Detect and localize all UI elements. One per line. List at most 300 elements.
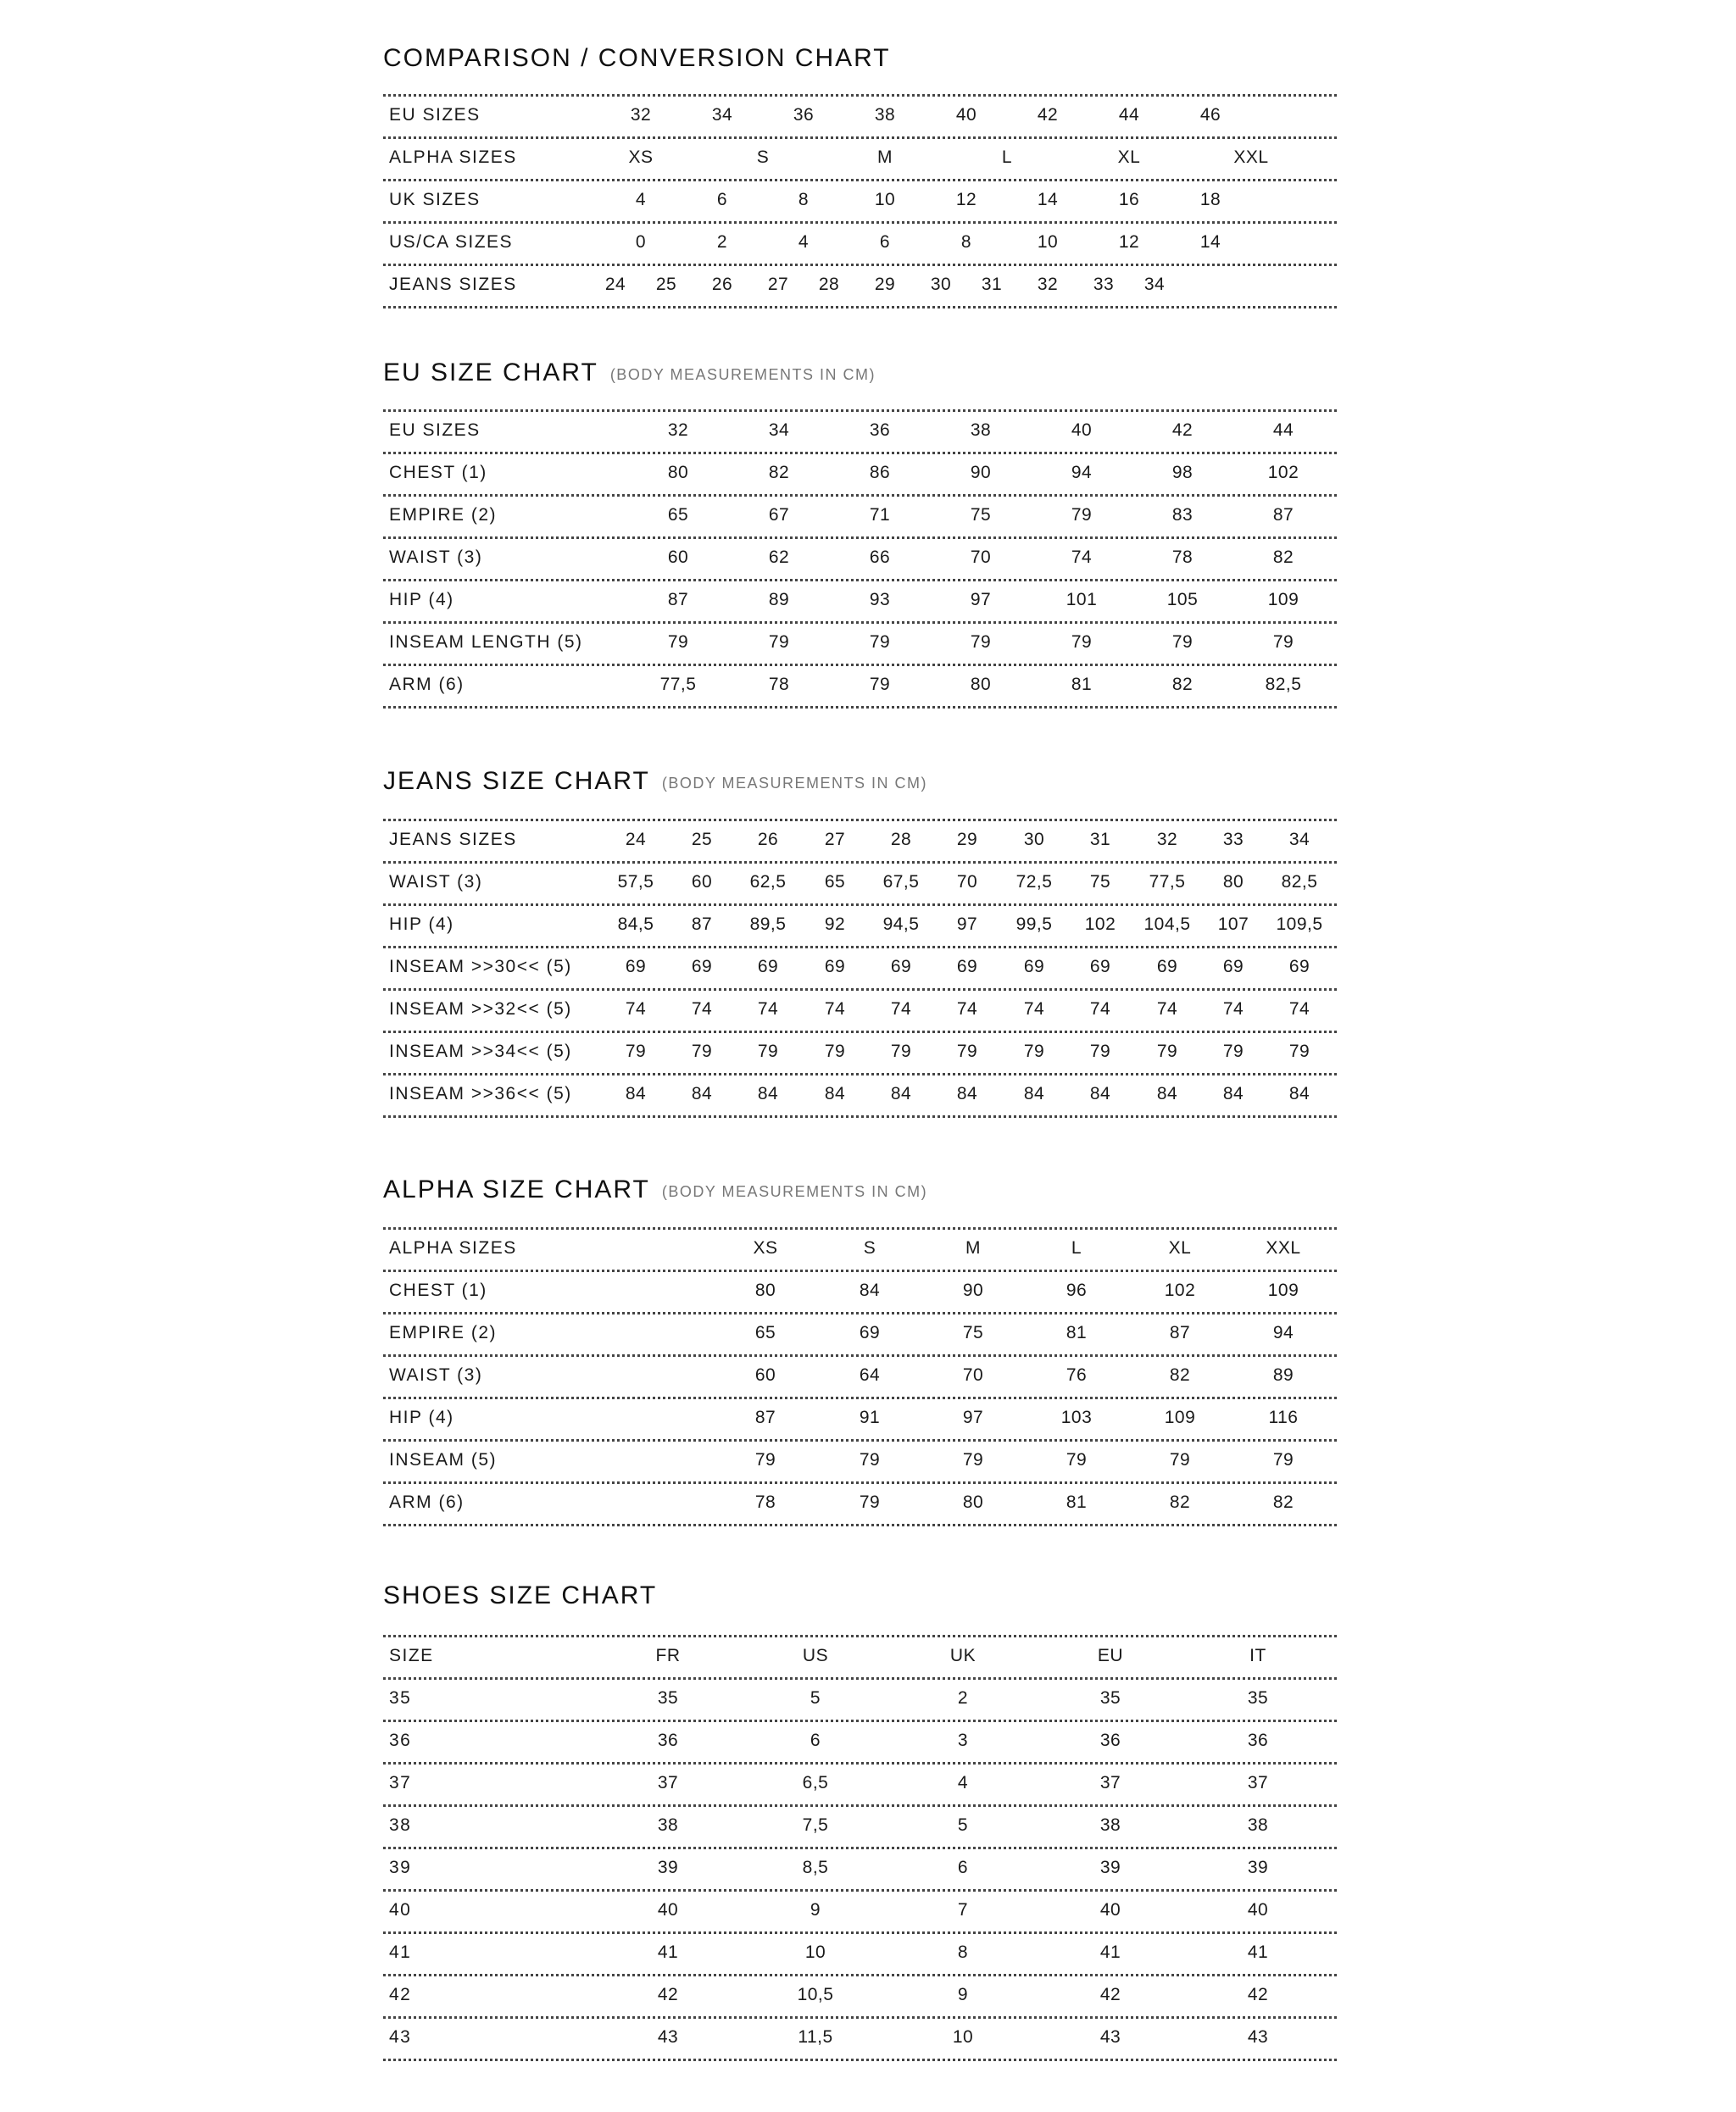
table-cell: XS (628, 147, 654, 167)
row-label: ARM (6) (389, 675, 465, 694)
table-cell: 69 (956, 957, 978, 976)
table-cell: 79 (890, 1042, 912, 1061)
table-cell: 79 (1071, 632, 1093, 652)
table-cell: 84 (625, 1084, 647, 1103)
table-cell: 79 (1071, 505, 1093, 525)
table-cell: 60 (667, 547, 689, 567)
table-cell: 25 (655, 275, 677, 294)
table-cell: 6 (879, 232, 891, 252)
table-cell: 87 (691, 914, 713, 934)
table-cell: 10 (1037, 232, 1059, 252)
table-cell: 65 (754, 1323, 776, 1342)
table-cell: 87 (1272, 505, 1294, 525)
table-cell: 79 (1023, 1042, 1045, 1061)
table-cell: 12 (1118, 232, 1140, 252)
table-cell: 40 (1071, 420, 1093, 440)
row-label: EU SIZES (389, 420, 481, 440)
row-label: US/CA SIZES (389, 232, 514, 252)
table-cell: 69 (859, 1323, 881, 1342)
table-cell: 83 (1171, 505, 1194, 525)
dotted-divider (383, 136, 1337, 139)
table-cell: 37 (1247, 1773, 1269, 1792)
table-cell: 116 (1268, 1408, 1299, 1427)
table-cell: 41 (1247, 1942, 1269, 1962)
table-cell: 64 (859, 1365, 881, 1385)
table-cell: 84 (824, 1084, 846, 1103)
table-cell: 42 (1037, 105, 1059, 125)
table-cell: 97 (956, 914, 978, 934)
dotted-divider (383, 2016, 1337, 2019)
table-cell: 74 (625, 999, 647, 1019)
table-cell: 79 (754, 1450, 776, 1470)
table-subtitle: (BODY MEASUREMENTS IN CM) (661, 775, 928, 792)
table-cell: 74 (824, 999, 846, 1019)
table-cell: 33 (1093, 275, 1115, 294)
table-cell: 69 (890, 957, 912, 976)
table-cell: 74 (1071, 547, 1093, 567)
table-cell: 69 (1023, 957, 1045, 976)
table-cell: S (756, 147, 770, 167)
dotted-divider (383, 1270, 1337, 1272)
row-label: ALPHA SIZES (389, 147, 517, 167)
table-cell: 31 (981, 275, 1003, 294)
row-label: INSEAM >>36<< (5) (389, 1084, 572, 1103)
table-title (383, 1175, 927, 1207)
table-cell: 35 (657, 1688, 679, 1708)
table-cell: 10,5 (797, 1985, 834, 2004)
table-cell: 79 (1288, 1042, 1310, 1061)
table-cell: 33 (1222, 830, 1244, 849)
table-cell: 37 (1099, 1773, 1121, 1792)
table-cell: 42 (1171, 420, 1194, 440)
table-cell: 6 (716, 190, 728, 209)
row-label: 37 (389, 1773, 412, 1792)
table-cell: 84 (859, 1281, 881, 1300)
table-cell: 75 (970, 505, 992, 525)
row-label: ARM (6) (389, 1492, 465, 1512)
table-cell: 90 (962, 1281, 984, 1300)
table-cell: 105 (1166, 590, 1199, 609)
table-cell: 57,5 (617, 872, 654, 892)
table-cell: 62,5 (749, 872, 787, 892)
table-cell: 89 (768, 590, 790, 609)
table-cell: 79 (859, 1450, 881, 1470)
dotted-divider (383, 2059, 1337, 2061)
table-cell: 32 (667, 420, 689, 440)
table-cell: 42 (657, 1985, 679, 2004)
row-label: 35 (389, 1688, 412, 1708)
table-cell: 74 (890, 999, 912, 1019)
table-cell: 69 (824, 957, 846, 976)
dotted-divider (383, 1312, 1337, 1314)
dotted-divider (383, 452, 1337, 454)
table-cell: 79 (824, 1042, 846, 1061)
table-cell: 67 (768, 505, 790, 525)
dotted-divider (383, 1481, 1337, 1484)
table-cell: 12 (955, 190, 977, 209)
table-cell: 27 (767, 275, 789, 294)
table-cell: 90 (970, 463, 992, 482)
table-cell: 79 (1169, 1450, 1191, 1470)
table-cell: 79 (625, 1042, 647, 1061)
table-cell: 41 (1099, 1942, 1121, 1962)
table-cell: 82 (1272, 547, 1294, 567)
table-cell: 34 (1288, 830, 1310, 849)
dotted-divider (383, 1847, 1337, 1849)
table-cell: 79 (1171, 632, 1194, 652)
table-cell: US (802, 1646, 829, 1665)
row-label: EMPIRE (2) (389, 505, 498, 525)
table-cell: 69 (1089, 957, 1111, 976)
dotted-divider (383, 988, 1337, 991)
table-cell: 84 (1156, 1084, 1178, 1103)
table-cell: 82 (1171, 675, 1194, 694)
table-cell: 74 (1089, 999, 1111, 1019)
dotted-divider (383, 946, 1337, 948)
table-cell: 99,5 (1015, 914, 1053, 934)
table-cell: 2 (716, 232, 728, 252)
table-cell: 10 (952, 2027, 974, 2047)
row-label: HIP (4) (389, 1408, 454, 1427)
dotted-divider (383, 1073, 1337, 1075)
dotted-divider (383, 1115, 1337, 1118)
table-cell: 74 (691, 999, 713, 1019)
table-cell: 74 (1222, 999, 1244, 1019)
table-cell: 89 (1272, 1365, 1294, 1385)
table-cell: 69 (1222, 957, 1244, 976)
row-label: CHEST (1) (389, 1281, 487, 1300)
dotted-divider (383, 819, 1337, 821)
table-cell: 81 (1071, 675, 1093, 694)
row-label: 43 (389, 2027, 412, 2047)
table-cell: 91 (859, 1408, 881, 1427)
table-cell: 98 (1171, 463, 1194, 482)
table-cell: 60 (691, 872, 713, 892)
table-cell: 34 (1143, 275, 1166, 294)
table-cell: 97 (962, 1408, 984, 1427)
table-cell: 109 (1267, 590, 1299, 609)
table-cell: 109 (1164, 1408, 1196, 1427)
dotted-divider (383, 1524, 1337, 1526)
table-cell: 78 (1171, 547, 1194, 567)
table-cell: 72,5 (1015, 872, 1053, 892)
table-cell: 84 (1023, 1084, 1045, 1103)
row-label: EU SIZES (389, 105, 481, 125)
table-cell: 7,5 (802, 1815, 829, 1835)
table-cell: 62 (768, 547, 790, 567)
table-cell: 79 (962, 1450, 984, 1470)
row-label: ALPHA SIZES (389, 1238, 517, 1258)
table-cell: 79 (970, 632, 992, 652)
table-cell: 29 (956, 830, 978, 849)
table-cell: 79 (1272, 632, 1294, 652)
table-title (383, 358, 876, 390)
table-cell: 8 (957, 1942, 969, 1962)
row-label: WAIST (3) (389, 1365, 483, 1385)
table-cell: 32 (1156, 830, 1178, 849)
table-cell: 75 (1089, 872, 1111, 892)
table-cell: 74 (1288, 999, 1310, 1019)
table-cell: 87 (667, 590, 689, 609)
table-cell: 35 (1247, 1688, 1269, 1708)
table-cell: 79 (869, 632, 891, 652)
table-cell: M (965, 1238, 981, 1258)
table-cell: 39 (1247, 1858, 1269, 1877)
table-cell: 43 (1247, 2027, 1269, 2047)
row-label: INSEAM (5) (389, 1450, 498, 1470)
dotted-divider (383, 409, 1337, 412)
table-cell: 69 (691, 957, 713, 976)
table-cell: 36 (657, 1731, 679, 1750)
table-cell: 38 (1247, 1815, 1269, 1835)
row-label: JEANS SIZES (389, 275, 517, 294)
table-cell: 84 (1089, 1084, 1111, 1103)
table-cell: 38 (874, 105, 896, 125)
table-cell: 77,5 (1149, 872, 1186, 892)
table-cell: 66 (869, 547, 891, 567)
row-label: INSEAM >>32<< (5) (389, 999, 572, 1019)
table-cell: 81 (1066, 1323, 1088, 1342)
table-cell: 93 (869, 590, 891, 609)
row-label: 38 (389, 1815, 412, 1835)
table-cell: 44 (1118, 105, 1140, 125)
table-cell: 79 (1156, 1042, 1178, 1061)
table-cell: 30 (930, 275, 952, 294)
dotted-divider (383, 579, 1337, 581)
table-cell: UK (949, 1646, 976, 1665)
dotted-divider (383, 1762, 1337, 1765)
table-title (383, 43, 891, 74)
table-cell: 42 (1099, 1985, 1121, 2004)
table-cell: 84 (890, 1084, 912, 1103)
table-cell: 4 (635, 190, 647, 209)
table-cell: 107 (1217, 914, 1249, 934)
table-cell: 94 (1071, 463, 1093, 482)
row-label: CHEST (1) (389, 463, 487, 482)
table-cell: 43 (1099, 2027, 1121, 2047)
table-cell: 16 (1118, 190, 1140, 209)
table-cell: 80 (667, 463, 689, 482)
table-cell: 67,5 (882, 872, 920, 892)
table-cell: 42 (1247, 1985, 1269, 2004)
table-cell: 79 (768, 632, 790, 652)
table-cell: 79 (859, 1492, 881, 1512)
table-cell: IT (1249, 1646, 1266, 1665)
table-cell: 94,5 (882, 914, 920, 934)
table-cell: 109,5 (1276, 914, 1323, 934)
table-cell: 84 (956, 1084, 978, 1103)
table-cell: 70 (956, 872, 978, 892)
table-cell: 69 (1288, 957, 1310, 976)
table-cell: M (877, 147, 893, 167)
table-cell: 79 (691, 1042, 713, 1061)
table-cell: 75 (962, 1323, 984, 1342)
dotted-divider (383, 1354, 1337, 1357)
table-cell: 24 (625, 830, 647, 849)
table-cell: 80 (962, 1492, 984, 1512)
table-cell: 101 (1066, 590, 1098, 609)
dotted-divider (383, 861, 1337, 864)
dotted-divider (383, 621, 1337, 624)
table-subtitle: (BODY MEASUREMENTS IN CM) (609, 366, 876, 383)
row-label: 40 (389, 1900, 412, 1920)
table-cell: 10 (874, 190, 896, 209)
table-cell: 82,5 (1281, 872, 1318, 892)
table-cell: 77,5 (659, 675, 697, 694)
table-cell: 4 (798, 232, 810, 252)
table-cell: 70 (970, 547, 992, 567)
table-cell: 39 (657, 1858, 679, 1877)
dotted-divider (383, 1635, 1337, 1637)
table-cell: 35 (1099, 1688, 1121, 1708)
table-cell: XXL (1266, 1238, 1301, 1258)
table-cell: 60 (754, 1365, 776, 1385)
table-cell: 74 (956, 999, 978, 1019)
table-cell: 82 (1169, 1492, 1191, 1512)
table-cell: 32 (1037, 275, 1059, 294)
dotted-divider (383, 1397, 1337, 1399)
table-title-text: ALPHA SIZE CHART (383, 1175, 650, 1203)
table-cell: 74 (757, 999, 779, 1019)
table-cell: 46 (1199, 105, 1221, 125)
table-cell: 79 (1272, 1450, 1294, 1470)
table-cell: 4 (957, 1773, 969, 1792)
table-cell: 104,5 (1143, 914, 1191, 934)
table-cell: 97 (970, 590, 992, 609)
table-cell: 102 (1164, 1281, 1196, 1300)
table-cell: 96 (1066, 1281, 1088, 1300)
dotted-divider (383, 1931, 1337, 1934)
table-title-text: EU SIZE CHART (383, 358, 598, 386)
dotted-divider (383, 1720, 1337, 1722)
table-cell: 102 (1084, 914, 1116, 934)
table-cell: 26 (757, 830, 779, 849)
table-cell: 44 (1272, 420, 1294, 440)
table-cell: 28 (890, 830, 912, 849)
table-cell: 32 (630, 105, 652, 125)
table-title (383, 1581, 657, 1611)
table-cell: XL (1117, 147, 1141, 167)
table-title-text: JEANS SIZE CHART (383, 767, 650, 795)
dotted-divider (383, 536, 1337, 539)
table-title-text: SHOES SIZE CHART (383, 1581, 658, 1609)
table-cell: 9 (810, 1900, 821, 1920)
table-cell: XL (1168, 1238, 1192, 1258)
row-label: INSEAM >>34<< (5) (389, 1042, 572, 1061)
table-cell: 43 (657, 2027, 679, 2047)
row-label: WAIST (3) (389, 547, 483, 567)
table-cell: 65 (824, 872, 846, 892)
dotted-divider (383, 179, 1337, 181)
row-label: INSEAM >>30<< (5) (389, 957, 572, 976)
table-title (383, 766, 927, 798)
table-cell: 79 (1222, 1042, 1244, 1061)
table-cell: 69 (1156, 957, 1178, 976)
table-cell: S (863, 1238, 876, 1258)
table-cell: 36 (1099, 1731, 1121, 1750)
table-cell: FR (655, 1646, 681, 1665)
row-label: EMPIRE (2) (389, 1323, 498, 1342)
table-cell: XXL (1233, 147, 1269, 167)
dotted-divider (383, 494, 1337, 497)
table-cell: 87 (1169, 1323, 1191, 1342)
table-cell: 30 (1023, 830, 1045, 849)
table-cell: 31 (1089, 830, 1111, 849)
row-label: SIZE (389, 1646, 434, 1665)
dotted-divider (383, 1227, 1337, 1230)
table-cell: 11,5 (798, 2027, 833, 2047)
dotted-divider (383, 94, 1337, 97)
table-cell: 79 (757, 1042, 779, 1061)
table-title-text: COMPARISON / CONVERSION CHART (383, 44, 891, 72)
table-cell: 39 (1099, 1858, 1121, 1877)
dotted-divider (383, 1889, 1337, 1892)
row-label: WAIST (3) (389, 872, 483, 892)
table-cell: 71 (869, 505, 891, 525)
dotted-divider (383, 1974, 1337, 1976)
dotted-divider (383, 264, 1337, 266)
table-cell: EU (1097, 1646, 1124, 1665)
table-cell: 34 (711, 105, 733, 125)
row-label: INSEAM LENGTH (5) (389, 632, 583, 652)
table-cell: L (1001, 147, 1013, 167)
table-cell: 79 (667, 632, 689, 652)
dotted-divider (383, 903, 1337, 906)
table-cell: 76 (1066, 1365, 1088, 1385)
table-cell: 65 (667, 505, 689, 525)
table-cell: 36 (1247, 1731, 1269, 1750)
table-cell: 28 (818, 275, 840, 294)
table-cell: 40 (1099, 1900, 1121, 1920)
table-cell: 103 (1060, 1408, 1093, 1427)
table-cell: 81 (1066, 1492, 1088, 1512)
table-cell: 86 (869, 463, 891, 482)
row-label: 39 (389, 1858, 412, 1877)
dotted-divider (383, 1804, 1337, 1807)
table-cell: 38 (970, 420, 992, 440)
table-cell: 7 (957, 1900, 969, 1920)
table-cell: 94 (1272, 1323, 1294, 1342)
table-cell: 79 (1089, 1042, 1111, 1061)
row-label: JEANS SIZES (389, 830, 517, 849)
table-cell: 92 (824, 914, 846, 934)
table-cell: 0 (635, 232, 647, 252)
dotted-divider (383, 1677, 1337, 1680)
table-cell: 36 (869, 420, 891, 440)
table-cell: 74 (1156, 999, 1178, 1019)
table-cell: 34 (768, 420, 790, 440)
table-cell: 102 (1267, 463, 1299, 482)
table-cell: 74 (1023, 999, 1045, 1019)
table-cell: 36 (793, 105, 815, 125)
row-label: HIP (4) (389, 590, 454, 609)
table-cell: 80 (970, 675, 992, 694)
table-cell: 37 (657, 1773, 679, 1792)
table-cell: 79 (869, 675, 891, 694)
table-cell: 89,5 (749, 914, 787, 934)
row-label: UK SIZES (389, 190, 481, 209)
table-cell: 27 (824, 830, 846, 849)
table-cell: 25 (691, 830, 713, 849)
table-cell: 69 (625, 957, 647, 976)
table-cell: 80 (754, 1281, 776, 1300)
table-cell: 87 (754, 1408, 776, 1427)
table-cell: 24 (604, 275, 626, 294)
table-cell: 84 (1288, 1084, 1310, 1103)
table-cell: 69 (757, 957, 779, 976)
table-cell: 38 (657, 1815, 679, 1835)
table-cell: 26 (711, 275, 733, 294)
